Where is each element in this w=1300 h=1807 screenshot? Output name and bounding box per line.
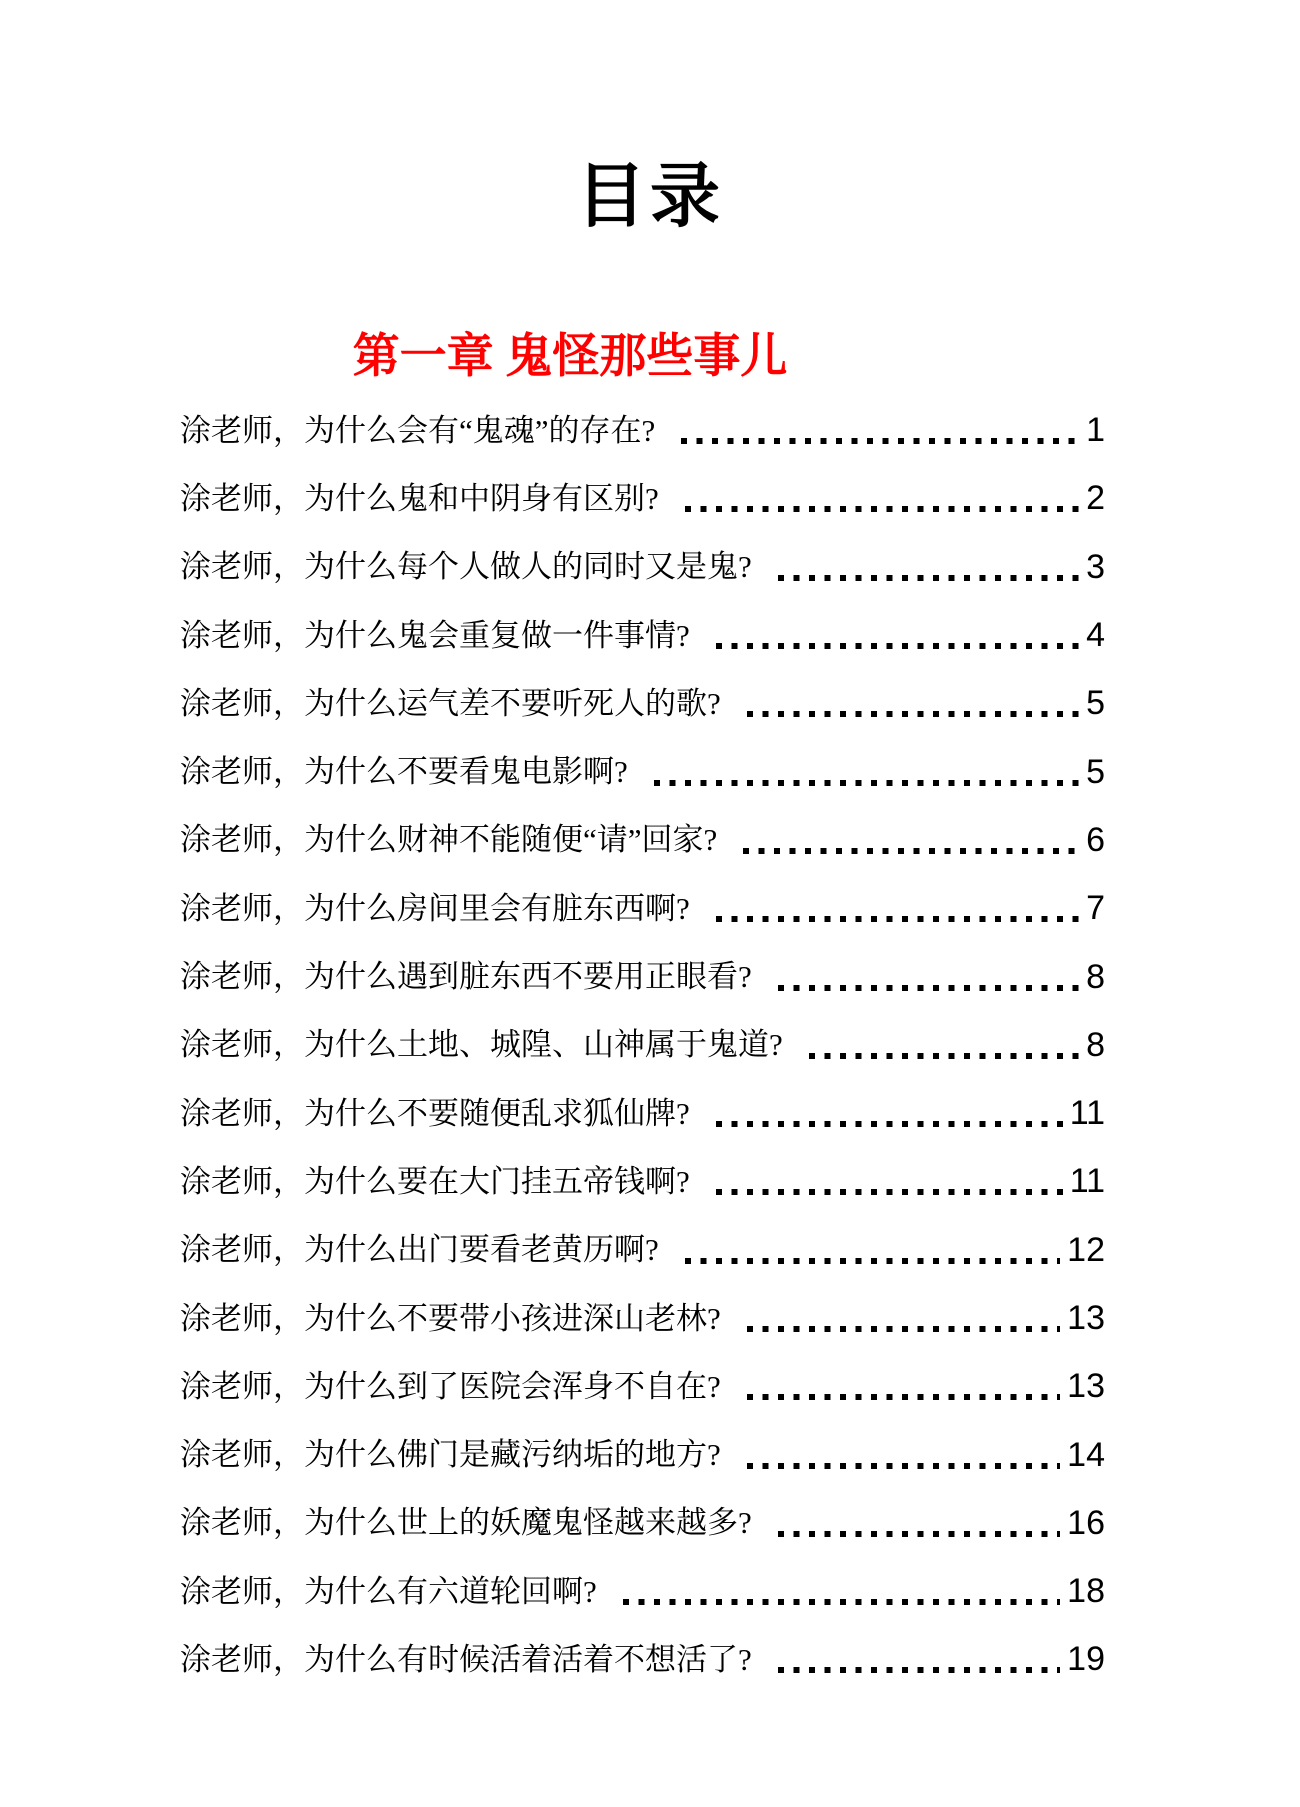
dot-leader — [778, 575, 1079, 581]
toc-entry-page: 5 — [1086, 684, 1105, 723]
dot-leader — [778, 1531, 1060, 1537]
toc-entry-title: 涂老师，为什么每个人做人的同时又是鬼? — [180, 549, 752, 585]
toc-entry[interactable] — [180, 464, 1105, 532]
dot-leader — [716, 1189, 1063, 1195]
toc-entry-page: 8 — [1086, 957, 1105, 996]
toc-entry[interactable] — [180, 874, 1105, 942]
toc-entry-title: 涂老师，为什么到了医院会浑身不自在? — [180, 1368, 721, 1404]
toc-entry-title: 涂老师，为什么佛门是藏污纳垢的地方? — [180, 1437, 721, 1473]
toc-entry-page: 6 — [1086, 820, 1105, 859]
toc-entry-title: 涂老师，为什么不要随便乱求狐仙牌? — [180, 1095, 690, 1131]
toc-entry-page: 16 — [1067, 1503, 1105, 1542]
toc-entry-page: 11 — [1069, 1094, 1105, 1133]
toc-entry-title: 涂老师，为什么房间里会有脏东西啊? — [180, 890, 690, 926]
dot-leader — [654, 780, 1079, 786]
toc-entry[interactable] — [180, 1625, 1105, 1693]
toc-entry-page: 1 — [1086, 411, 1105, 450]
toc-entry[interactable] — [180, 1352, 1105, 1420]
toc-entry-page: 7 — [1086, 889, 1105, 928]
toc-entry-title: 涂老师，为什么鬼会重复做一件事情? — [180, 617, 690, 653]
chapter-heading: 第一章 鬼怪那些事儿 — [352, 331, 788, 383]
dot-leader — [747, 711, 1079, 717]
dot-leader — [681, 438, 1079, 444]
toc-entry[interactable] — [180, 1011, 1105, 1079]
toc-entry[interactable] — [180, 1420, 1105, 1488]
toc-entry-page: 4 — [1086, 616, 1105, 655]
dot-leader — [743, 848, 1079, 854]
toc-entry-title: 涂老师，为什么要在大门挂五帝钱啊? — [180, 1163, 690, 1199]
toc-entry[interactable] — [180, 1079, 1105, 1147]
toc-entry[interactable] — [180, 396, 1105, 464]
toc-entry[interactable] — [180, 942, 1105, 1010]
dot-leader — [623, 1599, 1060, 1605]
toc-entry-page: 8 — [1086, 1025, 1105, 1064]
dot-leader — [809, 1053, 1079, 1059]
toc-entry-title: 涂老师，为什么运气差不要听死人的歌? — [180, 685, 721, 721]
toc-entry-page: 11 — [1069, 1162, 1105, 1201]
toc-entry[interactable] — [180, 601, 1105, 669]
toc-entry-page: 13 — [1067, 1367, 1105, 1406]
toc-entry[interactable] — [180, 1147, 1105, 1215]
dot-leader — [747, 1326, 1060, 1332]
toc-entry[interactable] — [180, 1216, 1105, 1284]
dot-leader — [685, 1258, 1060, 1264]
toc-entry-page: 3 — [1086, 547, 1105, 586]
toc-entry-title: 涂老师，为什么世上的妖魔鬼怪越来越多? — [180, 1505, 752, 1541]
toc-entry[interactable] — [180, 1557, 1105, 1625]
toc-list — [180, 396, 1105, 1694]
toc-entry[interactable] — [180, 533, 1105, 601]
dot-leader — [685, 506, 1079, 512]
toc-entry-title: 涂老师，为什么鬼和中阴身有区别? — [180, 480, 659, 516]
toc-entry-title: 涂老师，为什么遇到脏东西不要用正眼看? — [180, 959, 752, 995]
dot-leader — [778, 1667, 1060, 1673]
dot-leader — [747, 1394, 1060, 1400]
toc-entry[interactable] — [180, 1284, 1105, 1352]
page-title: 目录 — [576, 159, 724, 236]
toc-entry-title: 涂老师，为什么财神不能随便“请”回家? — [180, 822, 718, 858]
toc-entry[interactable] — [180, 1489, 1105, 1557]
toc-entry-title: 涂老师，为什么会有“鬼魂”的存在? — [180, 412, 656, 448]
toc-entry-title: 涂老师，为什么有时候活着活着不想活了? — [180, 1641, 752, 1677]
dot-leader — [747, 1463, 1060, 1469]
toc-entry-page: 19 — [1067, 1640, 1105, 1679]
dot-leader — [716, 1121, 1063, 1127]
toc-entry-title: 涂老师，为什么土地、城隍、山神属于鬼道? — [180, 1027, 783, 1063]
dot-leader — [716, 643, 1079, 649]
toc-entry[interactable] — [180, 806, 1105, 874]
toc-entry-title: 涂老师，为什么出门要看老黄历啊? — [180, 1232, 659, 1268]
toc-entry[interactable] — [180, 737, 1105, 805]
dot-leader — [716, 916, 1079, 922]
toc-entry-page: 5 — [1086, 752, 1105, 791]
toc-entry-page: 14 — [1067, 1435, 1105, 1474]
toc-entry[interactable] — [180, 669, 1105, 737]
toc-entry-title: 涂老师，为什么不要看鬼电影啊? — [180, 754, 628, 790]
dot-leader — [778, 985, 1079, 991]
toc-entry-title: 涂老师，为什么不要带小孩进深山老林? — [180, 1300, 721, 1336]
toc-entry-title: 涂老师，为什么有六道轮回啊? — [180, 1573, 597, 1609]
toc-entry-page: 13 — [1067, 1299, 1105, 1337]
toc-entry-page: 12 — [1067, 1230, 1105, 1269]
toc-entry-page: 2 — [1086, 479, 1105, 518]
toc-entry-page: 18 — [1067, 1572, 1105, 1611]
